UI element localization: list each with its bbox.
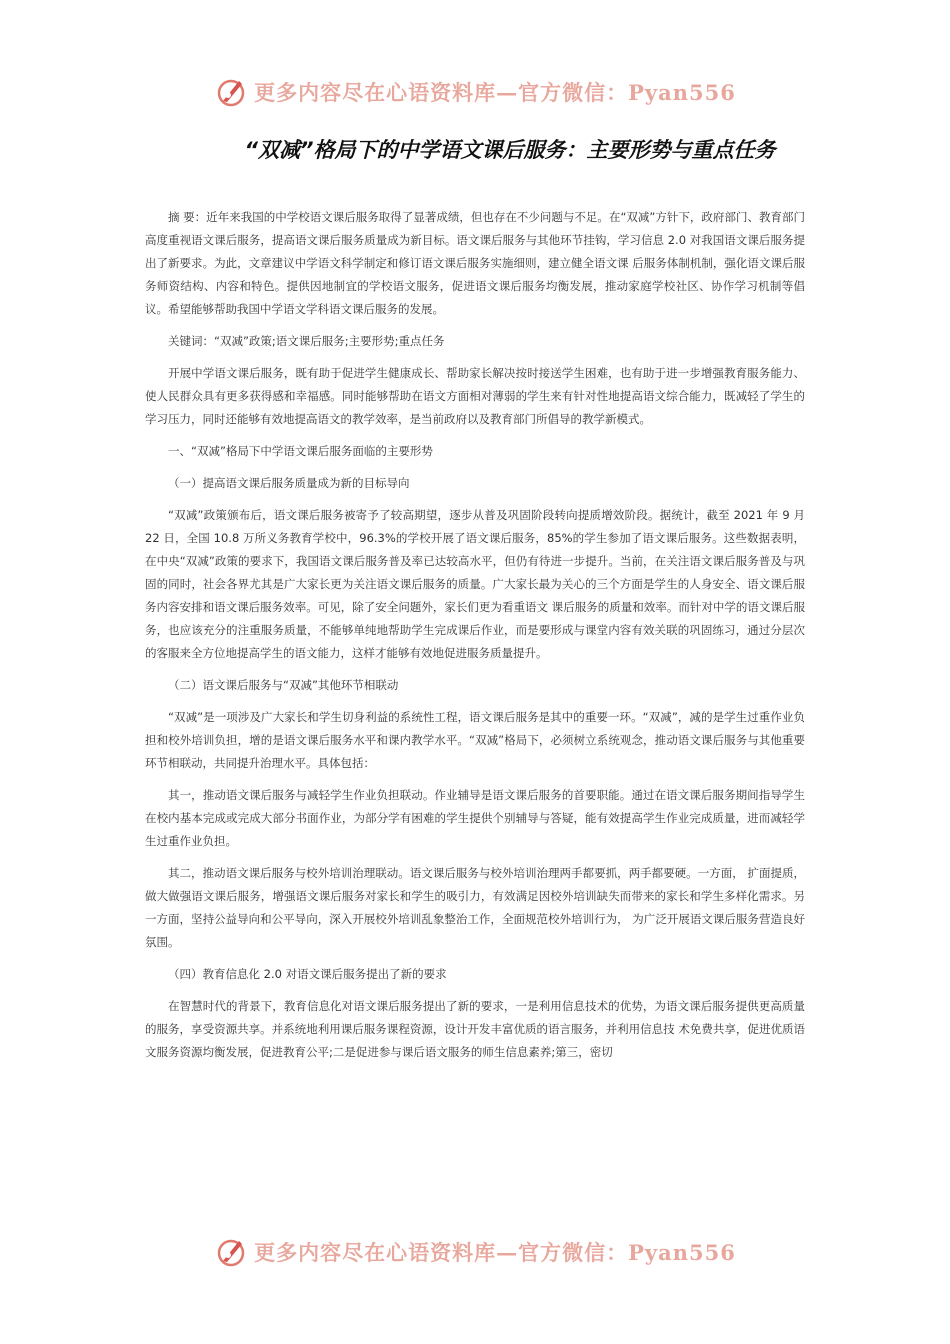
subsection-heading-4: （四）教育信息化 2.0 对语文课后服务提出了新的要求 bbox=[168, 967, 447, 981]
watermark-text: 更多内容尽在心语资料库—官方微信：Pyan556 bbox=[254, 80, 736, 105]
intro-paragraph: 开展中学语文课后服务，既有助于促进学生健康成长、帮助家长解决按时接送学生困难，也有助于进一步增强教育服务能力、使人民群众具有更多获得感和幸福感。同时能够帮助在语文方面相对薄弱的学生来有针对性地提高语文综合能力，既减轻了学生的学习压力，同时还能够有效地提高语文的教学效率，是当前政府以及教育部门所倡导的教学新模式。 bbox=[145, 366, 805, 426]
subsection-heading-1: （一）提高语文课后服务质量成为新的目标导向 bbox=[168, 476, 410, 490]
watermark-banner-top bbox=[0, 70, 950, 114]
body-paragraph: “双减”是一项涉及广大家长和学生切身利益的系统性工程，语文课后服务是其中的重要一环。“双减”，减的是学生过重作业负担和校外培训负担，增的是语文课后服务水平和课内教学水平。“双减”格局下，必须树立系统观念，推动语文课后服务与其他重要环节相联动，共同提升治理水平。具体包括： bbox=[145, 710, 805, 770]
body-paragraph: 其一，推动语文课后服务与减轻学生作业负担联动。作业辅导是语文课后服务的首要职能。通过在语文课后服务期间指导学生在校内基本完成或完成大部分书面作业，为部分学有困难的学生提供个别辅导与答疑，能有效提高学生作业完成质量，进而减轻学生过重作业负担。 bbox=[145, 788, 805, 848]
document-body bbox=[145, 206, 805, 1073]
quill-seal-logo-icon bbox=[214, 75, 248, 109]
quill-seal-logo-icon bbox=[214, 1235, 248, 1269]
abstract-paragraph: 摘 要：近年来我国的中学校语文课后服务取得了显著成绩，但也存在不少问题与不足。在“双减”方针下，政府部门、教育部门高度重视语文课后服务，提高语文课后服务质量成为新目标。语文课后服务与其他环节挂钩，学习信息 2.0 对我国语文课后服务提出了新要求。为此，文章建议中学语文科学制定和修订语文课后服务实施细则，建立健全语文课 后服务体制机制，强化语文课后服务师资结构、内容和特色。提供因地制宜的学校语文服务，促进语文课后服务均衡发展，推动家庭学校社区、协作学习机制等倡议。希望能够帮助我国中学语文学科语文课后服务的发展。 bbox=[145, 210, 805, 316]
subsection-heading-2: （二）语文课后服务与“双减”其他环节相联动 bbox=[168, 678, 399, 692]
document-title: “双减”格局下的中学语文课后服务：主要形势与重点任务 bbox=[244, 138, 776, 162]
keywords-paragraph: 关键词：“双减”政策;语文课后服务;主要形势;重点任务 bbox=[168, 334, 445, 348]
watermark-text: 更多内容尽在心语资料库—官方微信：Pyan556 bbox=[254, 1240, 736, 1265]
watermark-banner-bottom bbox=[0, 1230, 950, 1274]
body-paragraph: 其二，推动语文课后服务与校外培训治理联动。语文课后服务与校外培训治理两手都要抓，两手都要硬。一方面， 扩面提质，做大做强语文课后服务，增强语文课后服务对家长和学生的吸引力，有效满足因校外培训缺失而带来的家长和学生多样化需求。另一方面，坚持公益导向和公平导向，深入开展校外培训乱象整治工作，全面规范校外培训行为， 为广泛开展语文课后服务营造良好氛围。 bbox=[145, 866, 805, 949]
body-paragraph: “双减”政策颁布后，语文课后服务被寄予了较高期望，逐步从普及巩固阶段转向提质增效阶段。据统计，截至 2021 年 9 月 22 日，全国 10.8 万所义务教育学校中，96.3%的学校开展了语文课后服务，85%的学生参加了语文课后服务。这些数据表明，在中央“双减”政策的要求下，我国语文课后服务普及率已达较高水平，但仍有待进一步提升。当前，在关注语文课后服务普及与巩固的同时，社会各界尤其是广大家长更为关注语文课后服务的质量。广大家长最为关心的三个方面是学生的人身安全、语文课后服务内容安排和语文课后服务效率。可见，除了安全问题外，家长们更为看重语文 课后服务的质量和效率。而针对中学的语文课后服务，也应该充分的注重服务质量，不能够单纯地帮助学生完成课后作业，而是要形成与课堂内容有效关联的巩固练习，通过分层次的客服来全方位地提高学生的语文能力，这样才能够有效地促进服务质量提升。 bbox=[145, 508, 805, 660]
section-heading-1: 一、“双减”格局下中学语文课后服务面临的主要形势 bbox=[168, 444, 433, 458]
body-paragraph: 在智慧时代的背景下，教育信息化对语文课后服务提出了新的要求，一是利用信息技术的优势，为语文课后服务提供更高质量的服务，享受资源共享。并系统地利用课后服务课程资源，设计开发丰富优质的语言服务，并利用信息技 术免费共享，促进优质语文服务资源均衡发展，促进教育公平;二是促进参与课后语文服务的师生信息素养;第三，密切 bbox=[145, 999, 805, 1059]
